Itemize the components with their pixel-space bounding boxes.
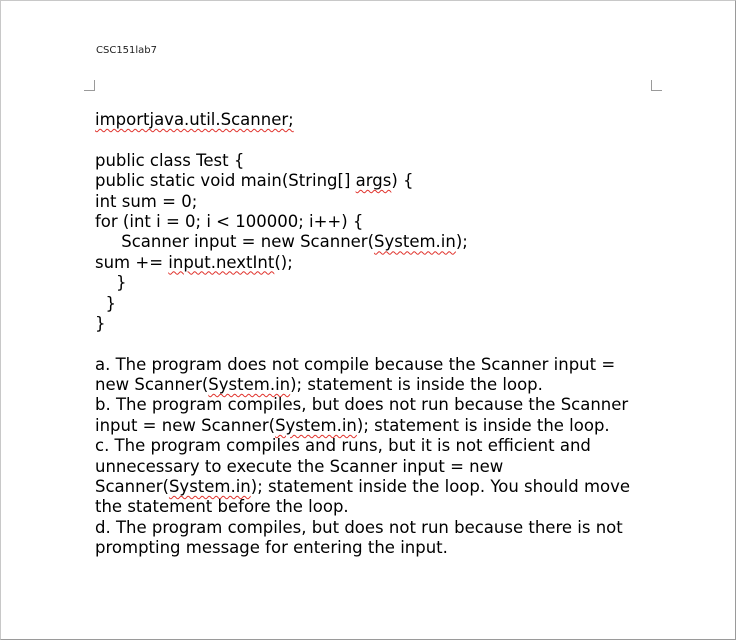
code-text: ();: [274, 252, 293, 272]
option-d-line: d. The program compiles, but does not run because there is not: [95, 517, 623, 537]
option-system-in: System.in: [168, 477, 251, 497]
code-line: [95, 171, 675, 191]
option-a-line: a. The program does not compile because the Scanner input =: [95, 354, 616, 374]
code-line: public class Test {: [95, 150, 245, 170]
option-a-line: [95, 375, 675, 395]
code-text: );: [455, 232, 468, 252]
crop-mark-right: [651, 80, 662, 91]
option-system-in: System.in: [208, 375, 291, 395]
code-line: for (int i = 0; i < 100000; i++) {: [95, 211, 364, 231]
code-import-line: [95, 110, 675, 130]
answer-options: [95, 355, 675, 559]
option-text: input = new Scanner(: [95, 415, 276, 435]
code-text: Scanner input = new Scanner(: [95, 232, 375, 252]
code-system-in: System.in: [374, 232, 456, 252]
code-line: }: [95, 293, 116, 313]
option-text: new Scanner(: [95, 375, 209, 395]
option-b-line: b. The program compiles, but does not run because the Scanner: [95, 395, 629, 415]
option-c-line: c. The program compiles and runs, but it is not efficient and: [95, 436, 591, 456]
code-line: }: [95, 313, 106, 333]
option-b-line: [95, 416, 675, 436]
code-line: [95, 253, 675, 273]
code-text: public static void main(String[]: [95, 171, 356, 191]
option-c-line: unnecessary to execute the Scanner input = new: [95, 456, 504, 476]
option-text: ); statement is inside the loop.: [290, 375, 543, 395]
crop-mark-left: [84, 80, 95, 91]
option-system-in: System.in: [275, 415, 357, 435]
option-text: ); statement inside the loop. You should move: [250, 477, 631, 497]
code-next-int: input.nextInt: [168, 252, 275, 272]
option-c-line: the statement before the loop.: [95, 497, 349, 517]
option-text: ); statement is inside the loop.: [356, 415, 610, 435]
code-line: int sum = 0;: [95, 191, 198, 211]
option-c-line: [95, 477, 675, 497]
code-line: }: [95, 273, 127, 293]
code-args: args: [355, 171, 392, 191]
option-text: Scanner(: [95, 477, 169, 497]
blank-line: [95, 334, 675, 354]
code-text: ) {: [391, 171, 414, 191]
page-header: CSC151lab7: [96, 45, 158, 56]
import-statement: importjava.util.Scanner;: [95, 110, 294, 129]
code-line: [95, 232, 675, 252]
option-d-line: prompting message for entering the input.: [95, 538, 448, 558]
blank-line: [95, 130, 675, 150]
document-body: [95, 110, 675, 559]
code-text: sum +=: [95, 252, 169, 272]
